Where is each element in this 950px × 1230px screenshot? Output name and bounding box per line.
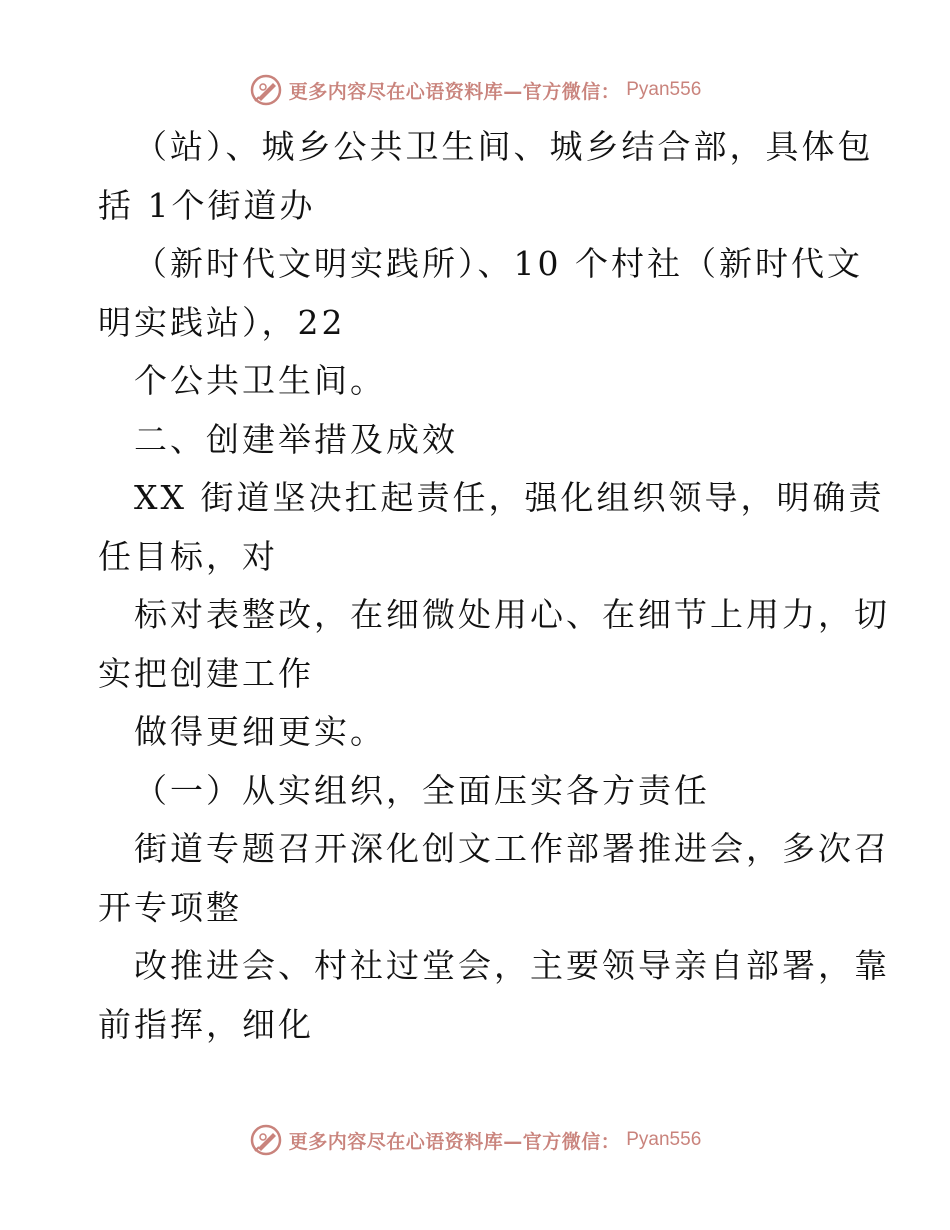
paragraph-line: （新时代文明实践所）、10 个村社（新时代文 [134,244,863,283]
paragraph-line: 开专项整 [98,887,242,927]
paragraph-line: 明实践站），22 [98,302,346,342]
paragraph-line: 做得更细更实。 [134,712,386,751]
paragraph-line: 括 1个街道办 [98,185,316,225]
footer-watermark [0,1120,950,1160]
document-body [98,118,890,1054]
quill-pen-icon [249,1123,283,1157]
watermark-text: 更多内容尽在心语资料库—官方微信： [288,80,621,103]
paragraph-line: 实把创建工作 [98,653,314,693]
watermark-account: Pyan556 [626,1129,702,1150]
paragraph-line: 街道专题召开深化创文工作部署推进会，多次召 [134,829,890,868]
paragraph-line: 个公共卫生间。 [134,361,386,400]
paragraph-line: XX 街道坚决扛起责任，强化组织领导，明确责 [134,478,885,517]
header-watermark [0,70,950,110]
paragraph-line: 改推进会、村社过堂会，主要领导亲自部署，靠 [134,946,890,985]
quill-pen-icon [249,73,283,107]
paragraph-line: 标对表整改，在细微处用心、在细节上用力，切 [134,595,890,634]
paragraph-line: 任目标，对 [98,536,278,576]
watermark-text: 更多内容尽在心语资料库—官方微信： [288,1130,621,1153]
watermark-account: Pyan556 [626,79,702,100]
subsection-heading: （一）从实组织，全面压实各方责任 [134,770,710,810]
paragraph-line: 前指挥，细化 [98,1004,314,1044]
paragraph-line: （站）、城乡公共卫生间、城乡结合部，具体包 [134,127,874,166]
section-heading: 二、创建举措及成效 [134,419,458,459]
